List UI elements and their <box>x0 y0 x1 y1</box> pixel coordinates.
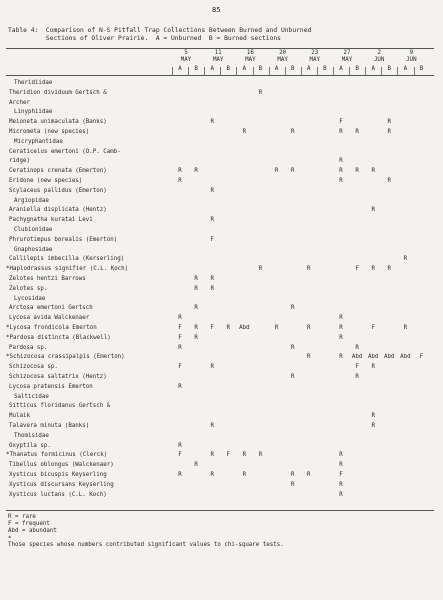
species-name: Callilepis imbecilla (Kerserling) <box>9 256 125 263</box>
section-label: A <box>274 66 279 72</box>
date-day: 27 <box>343 50 351 56</box>
column-divider <box>236 67 237 75</box>
family-heading-row <box>0 393 443 402</box>
species-name: Sitticus floridanus Gertsch & <box>9 403 111 410</box>
family-name: Micryphantidae <box>14 138 63 145</box>
family-name: Salticidae <box>14 393 49 400</box>
abundance-cell: R <box>210 452 214 459</box>
species-row <box>0 471 443 480</box>
abundance-cell: R <box>242 452 247 459</box>
species-name: Theridion dividuum Gertsch & <box>9 89 107 96</box>
abundance-cell: R <box>290 344 295 351</box>
abundance-cell: F <box>178 452 182 459</box>
abundance-cell: F <box>210 236 214 243</box>
column-divider <box>381 67 382 75</box>
abundance-cell: R <box>339 491 343 498</box>
section-label: A <box>307 66 311 72</box>
abundance-cell: Abd <box>384 354 395 361</box>
abundance-cell: R <box>210 364 214 371</box>
abundance-cell: R <box>339 315 343 322</box>
section-label: B <box>258 66 263 72</box>
species-row <box>0 402 443 411</box>
column-divider <box>204 67 205 75</box>
species-name: Schizocosa saltatrix (Hentz) <box>9 374 107 380</box>
species-name: Archer <box>9 99 30 106</box>
abundance-cell: R <box>355 168 359 175</box>
species-name: Araniella displicata (Hentz) <box>9 207 107 214</box>
abundance-cell: R <box>210 187 214 194</box>
caption-line-1: Table 4: Comparison of N-S Pitfall Trap Collections Between Burned and Unburned <box>8 27 312 34</box>
abundance-cell: R <box>194 168 198 175</box>
abundance-cell: R <box>210 285 214 292</box>
column-divider <box>188 67 189 75</box>
species-row <box>0 344 443 353</box>
table-caption <box>8 27 311 43</box>
column-divider <box>365 67 366 75</box>
abundance-cell: R <box>339 178 343 184</box>
abundance-cell: R <box>290 481 295 488</box>
abundance-cell: R <box>307 472 311 478</box>
abundance-cell: R <box>178 472 182 478</box>
species-row <box>0 353 443 362</box>
family-heading-row <box>0 138 443 147</box>
date-month: MAY <box>341 57 353 63</box>
species-row <box>0 422 443 431</box>
abundance-cell: R <box>258 89 263 96</box>
abundance-cell: F <box>178 364 182 371</box>
species-row <box>0 177 443 186</box>
family-name: Clubionidae <box>14 227 53 233</box>
abundance-cell: R <box>339 334 343 341</box>
abundance-cell: Abd <box>239 325 250 331</box>
table-top-rule <box>6 48 434 49</box>
abundance-cell: R <box>403 256 408 263</box>
date-month: JUN <box>373 57 385 63</box>
species-row <box>0 255 443 264</box>
species-name: Zelotes sp. <box>9 285 48 292</box>
date-day: 5 <box>184 50 188 56</box>
abundance-cell: R <box>226 325 231 331</box>
species-name: Talavera minuta (Banks) <box>9 423 90 429</box>
date-header <box>203 50 233 64</box>
date-header <box>396 50 426 64</box>
species-name: Xysticus luctans (C.L. Koch) <box>9 491 107 498</box>
species-row <box>0 216 443 225</box>
section-label: A <box>403 66 408 72</box>
abundance-cell: R <box>210 217 214 224</box>
species-row <box>0 157 443 166</box>
species-row <box>0 451 443 460</box>
abundance-cell: R <box>371 207 375 214</box>
species-name: Meioneta unimaculata (Banks) <box>9 119 107 126</box>
abundance-cell: R <box>178 383 182 390</box>
section-label: B <box>323 66 327 72</box>
abundance-cell: R <box>290 374 295 380</box>
abundance-cell: R <box>274 168 279 175</box>
species-name: Mulaik <box>9 413 30 420</box>
species-row <box>0 275 443 284</box>
abundance-cell: F <box>210 325 214 331</box>
section-label: A <box>178 66 182 72</box>
section-label: A <box>339 66 343 72</box>
species-name: Pachygnatha kuratai Levi <box>9 217 93 224</box>
date-day: 11 <box>214 50 222 56</box>
footnote-line: * <box>8 536 12 542</box>
column-divider <box>172 67 173 75</box>
date-month: MAY <box>180 57 192 63</box>
abundance-cell: R <box>194 325 198 331</box>
date-month: JUN <box>406 57 417 63</box>
date-header <box>332 50 362 64</box>
date-month: MAY <box>245 57 256 63</box>
abundance-cell: R <box>371 364 375 371</box>
abundance-cell: R <box>178 315 182 322</box>
date-header <box>171 50 201 64</box>
abundance-cell: R <box>210 423 214 429</box>
species-row <box>0 118 443 127</box>
abundance-cell: R <box>194 305 198 312</box>
species-row <box>0 324 443 333</box>
species-name: Oxyptila sp. <box>9 442 51 449</box>
family-heading-row <box>0 226 443 235</box>
family-heading-row <box>0 79 443 88</box>
species-row <box>0 363 443 372</box>
species-row <box>0 481 443 490</box>
section-label: B <box>226 66 231 72</box>
family-name: Theridiidae <box>14 80 53 86</box>
abundance-cell: F <box>355 266 359 273</box>
abundance-cell: R <box>210 472 214 478</box>
date-day: 23 <box>311 50 319 56</box>
date-header <box>268 50 298 64</box>
abundance-cell: Abd <box>367 354 379 361</box>
abundance-cell: R <box>371 413 375 420</box>
abundance-cell: R <box>194 276 198 282</box>
abundance-cell: R <box>355 129 359 135</box>
abundance-cell: Abd <box>351 354 363 361</box>
species-name: Arctosa emertoni Gertsch <box>9 305 93 312</box>
column-divider <box>301 67 302 75</box>
family-name: Lycosidae <box>14 295 46 302</box>
species-name: Lycosa pratensis Emerton <box>9 383 93 390</box>
caption-line-2: Sections of Oliver Prairie. A = Unburned B = Burned sections <box>8 35 281 42</box>
species-name: Pardosa sp. <box>9 344 48 351</box>
section-label: A <box>210 66 214 72</box>
species-row <box>0 461 443 470</box>
header-bottom-rule <box>6 75 434 76</box>
column-divider <box>349 67 350 75</box>
abundance-cell: F <box>178 334 182 341</box>
abundance-cell: Abd <box>400 354 411 361</box>
family-heading-row <box>0 197 443 206</box>
species-name: *Schizocosa crassipalpis (Emerton) <box>6 354 125 361</box>
abundance-cell: R <box>339 158 343 165</box>
section-label: A <box>371 66 375 72</box>
species-row <box>0 383 443 392</box>
column-divider <box>285 67 286 75</box>
abundance-cell: R <box>387 178 392 184</box>
family-name: Thomisidae <box>14 432 49 439</box>
abundance-cell: R <box>403 325 408 331</box>
date-day: 20 <box>279 50 287 56</box>
abundance-cell: F <box>339 119 343 126</box>
abundance-cell: R <box>339 452 343 459</box>
abundance-cell: R <box>194 285 198 292</box>
species-row <box>0 206 443 215</box>
family-heading-row <box>0 108 443 117</box>
abundance-cell: R <box>210 119 214 126</box>
section-label: B <box>355 66 359 72</box>
family-name: Argiopidae <box>14 197 49 204</box>
footnote-line: R = rare <box>8 514 36 520</box>
date-month: MAY <box>309 57 321 63</box>
abundance-cell: F <box>226 452 231 459</box>
abundance-cell: R <box>387 266 392 273</box>
date-day: 16 <box>246 50 254 56</box>
species-name: Eridone (new species) <box>9 178 83 184</box>
family-name: Linyphiidae <box>14 109 53 116</box>
species-row <box>0 412 443 421</box>
species-name: Ceratinops crenata (Emerton) <box>9 168 107 175</box>
species-row <box>0 89 443 98</box>
abundance-cell: R <box>290 168 295 175</box>
abundance-cell: R <box>178 344 182 351</box>
abundance-cell: R <box>194 462 198 469</box>
section-label: B <box>387 66 392 72</box>
species-row <box>0 373 443 382</box>
abundance-cell: R <box>242 472 247 478</box>
abundance-cell: R <box>194 334 198 341</box>
species-name: Scylaceus pallidus (Emerton) <box>9 187 107 194</box>
abundance-cell: R <box>339 481 343 488</box>
date-day: 9 <box>409 50 414 56</box>
species-row <box>0 334 443 343</box>
column-divider <box>269 67 270 75</box>
species-name: Lycosa avida Walckenaer <box>9 315 90 322</box>
species-row <box>0 314 443 323</box>
species-name: Xysticus bicuspis Keyserling <box>9 472 107 478</box>
species-row <box>0 491 443 500</box>
species-name: Schizocosa sp. <box>9 364 58 371</box>
abundance-cell: R <box>178 442 182 449</box>
species-name: ridge) <box>9 158 30 165</box>
abundance-cell: R <box>178 178 182 184</box>
species-row <box>0 285 443 294</box>
species-name: Tibellus oblongus (Walckenaer) <box>9 462 114 469</box>
species-row <box>0 128 443 137</box>
abundance-cell: R <box>339 462 343 469</box>
abundance-cell: R <box>274 325 279 331</box>
species-name: *Haplodrassus signifier (C.L. Koch) <box>6 266 129 273</box>
column-divider <box>317 67 318 75</box>
abundance-cell: R <box>258 452 263 459</box>
abundance-cell: R <box>290 129 295 135</box>
abundance-cell: R <box>371 266 375 273</box>
abundance-cell: F <box>178 325 182 331</box>
date-header <box>235 50 265 64</box>
family-heading-row <box>0 432 443 441</box>
footnote-line: F = frequent <box>8 521 50 527</box>
family-heading-row <box>0 246 443 255</box>
page-number: 85 <box>212 6 221 14</box>
date-header <box>364 50 394 64</box>
column-divider <box>220 67 221 75</box>
family-heading-row <box>0 295 443 304</box>
abundance-cell: R <box>307 325 311 331</box>
date-day: 2 <box>377 50 381 56</box>
species-name: Xysticus discursans Keyserling <box>9 481 114 488</box>
species-row <box>0 265 443 274</box>
species-name: Phrurotimpus borealis (Emerton) <box>9 236 118 243</box>
footnote-line: Abd = abundant <box>8 528 57 534</box>
abundance-cell: R <box>371 423 375 429</box>
abundance-cell: R <box>339 325 343 331</box>
date-month: MAY <box>212 57 224 63</box>
abundance-cell: F <box>371 325 375 331</box>
abundance-cell: R <box>307 354 311 361</box>
section-label: B <box>290 66 295 72</box>
species-row <box>0 167 443 176</box>
abundance-cell: R <box>339 129 343 135</box>
abundance-cell: R <box>339 354 343 361</box>
abundance-cell: R <box>355 374 359 380</box>
abundance-cell: R <box>387 129 392 135</box>
family-name: Gnaphosidae <box>14 246 53 253</box>
abundance-cell: R <box>355 344 359 351</box>
abundance-cell: R <box>371 168 375 175</box>
abundance-cell: R <box>290 472 295 478</box>
abundance-cell: R <box>178 168 182 175</box>
species-name: Ceraticelus emertoni (O.P. Camb- <box>9 148 121 155</box>
section-label: A <box>242 66 247 72</box>
species-row <box>0 148 443 157</box>
column-divider <box>253 67 254 75</box>
species-row <box>0 304 443 313</box>
date-month: MAY <box>277 57 288 63</box>
column-divider <box>397 67 398 75</box>
species-row <box>0 236 443 245</box>
species-name: *Lycosa frondicola Emerton <box>6 325 97 331</box>
abundance-cell: R <box>242 129 247 135</box>
abundance-cell: R <box>307 266 311 273</box>
abundance-cell: F <box>339 472 343 478</box>
section-label: B <box>419 66 424 72</box>
abundance-cell: R <box>387 119 392 126</box>
abundance-cell: R <box>210 276 214 282</box>
footnote-line: Those species whose numbers contributed significant values to chi-square tests. <box>8 542 284 548</box>
species-row <box>0 442 443 451</box>
species-name: *Thanatus formicinus (Clerck) <box>6 452 108 459</box>
abundance-cell: R <box>290 305 295 312</box>
section-label: B <box>194 66 198 72</box>
table-bottom-rule <box>6 510 434 511</box>
species-name: Zelotes hentzi Barrows <box>9 276 86 282</box>
species-name: *Pardosa distincta (Blackwell) <box>6 334 111 341</box>
date-header <box>300 50 330 64</box>
abundance-cell: F <box>355 364 359 371</box>
column-divider <box>333 67 334 75</box>
abundance-cell: F <box>419 354 424 361</box>
abundance-cell: R <box>258 266 263 273</box>
species-name: Micrometa (new species) <box>9 129 90 135</box>
abundance-cell: R <box>339 168 343 175</box>
species-row <box>0 99 443 108</box>
species-row <box>0 187 443 196</box>
column-divider <box>414 67 415 75</box>
